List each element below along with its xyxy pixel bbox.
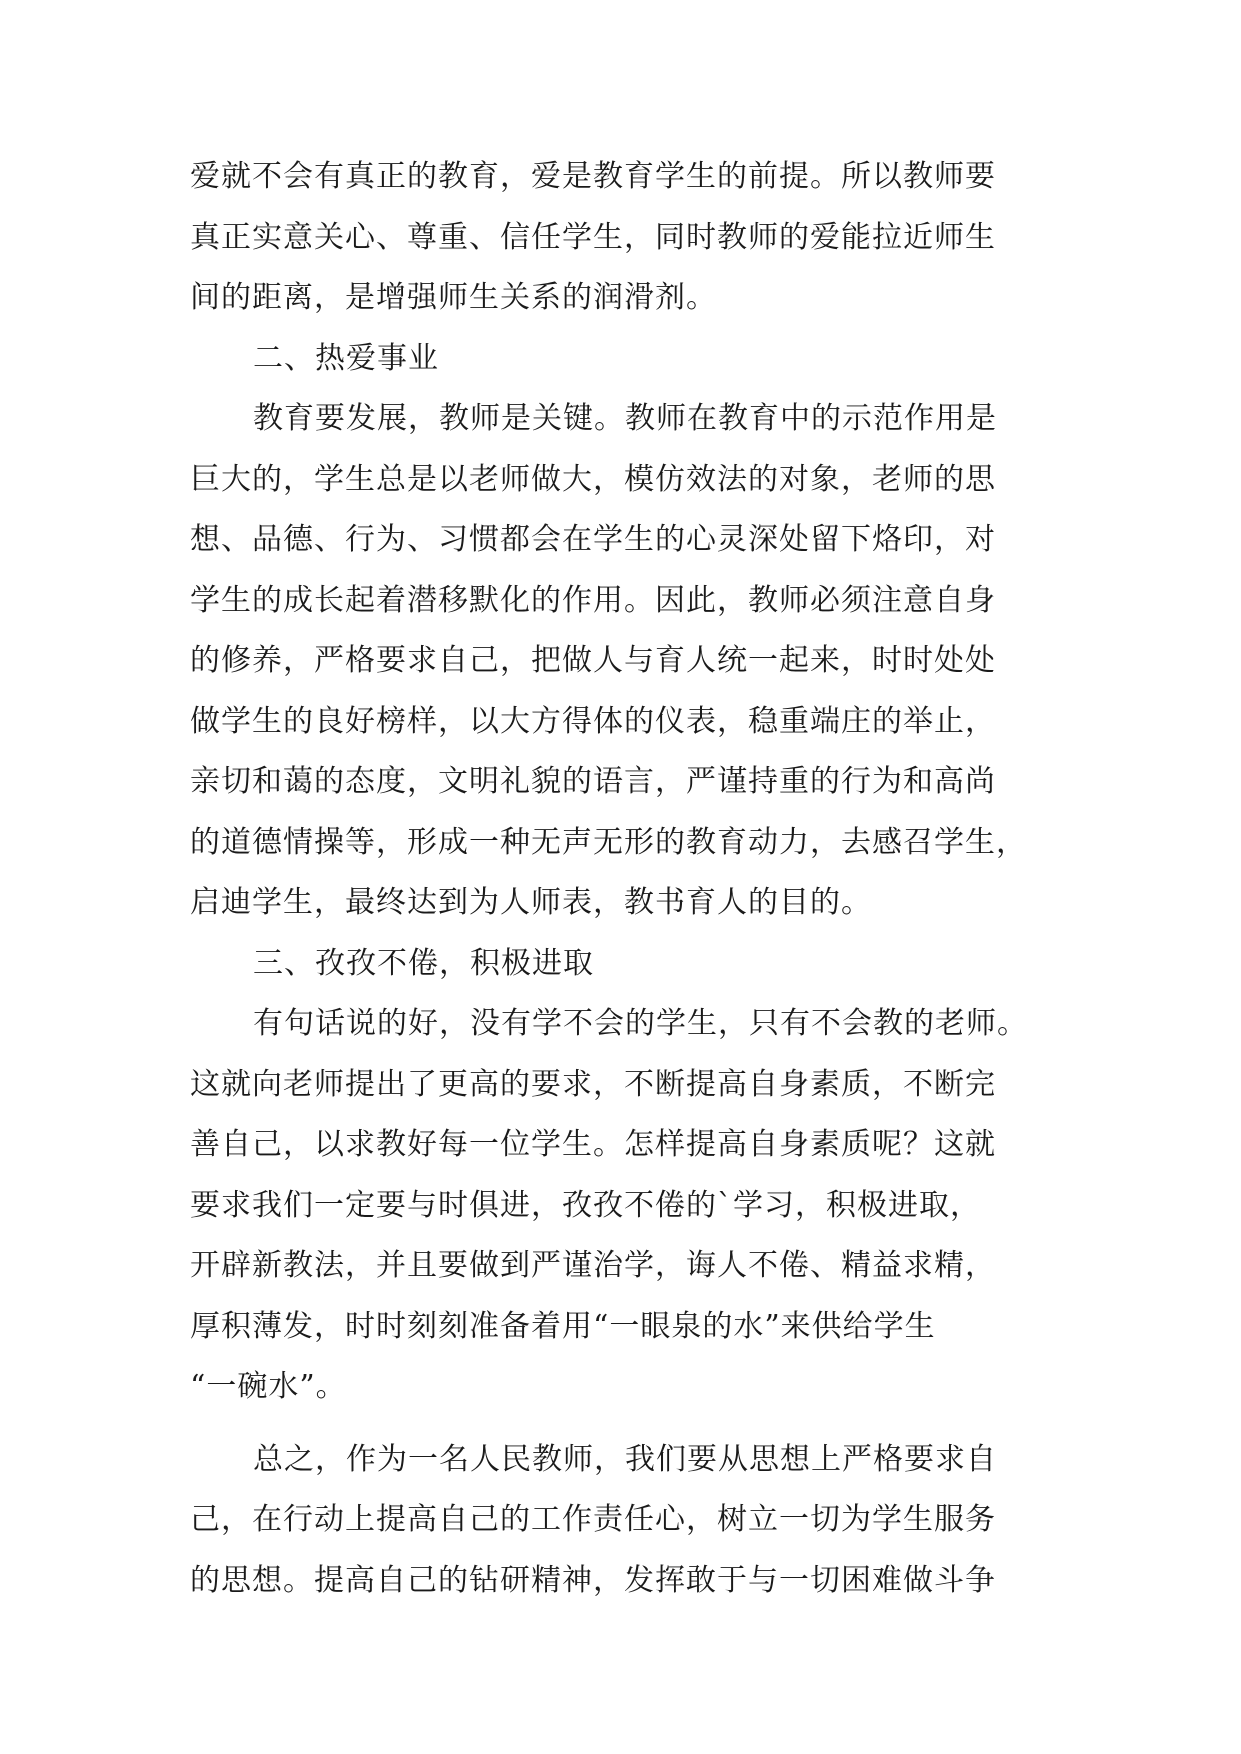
text-line: 开辟新教法，并且要做到严谨治学，诲人不倦、精益求精， (190, 1248, 996, 1283)
text-line: 这就向老师提出了更高的要求，不断提高自身素质，不断完 (190, 1066, 996, 1102)
paragraph-start: 有句话说的好，没有学不会的学生，只有不会教的老师。 (253, 1006, 1028, 1041)
text-line: 的修养，严格要求自己，把做人与育人统一起来，时时处处 (190, 643, 996, 678)
text-line: 真正实意关心、尊重、信任学生，同时教师的爱能拉近师生 (190, 219, 996, 255)
paragraph-gap (190, 1418, 1060, 1430)
text-line: 启迪学生，最终达到为人师表，教书育人的目的。 (190, 885, 872, 920)
document-body (190, 147, 1060, 1611)
text-line: 爱就不会有真正的教育，爱是教育学生的前提。所以教师要 (190, 159, 996, 194)
text-line: 己，在行动上提高自己的工作责任心，树立一切为学生服务 (190, 1502, 996, 1537)
paragraph-start: 教育要发展，教师是关键。教师在教育中的示范作用是 (253, 401, 997, 436)
paragraph-start: 总之，作为一名人民教师，我们要从思想上严格要求自 (253, 1441, 997, 1477)
text-line: 的思想。提高自己的钻研精神，发挥敢于与一切困难做斗争 (190, 1562, 996, 1598)
text-line: 做学生的良好榜样，以大方得体的仪表，稳重端庄的举止， (190, 703, 996, 739)
text-line: 想、品德、行为、习惯都会在学生的心灵深处留下烙印，对 (190, 522, 996, 557)
section-heading: 三、孜孜不倦，积极进取 (253, 945, 594, 981)
text-line: 厚积薄发，时时刻刻准备着用“一眼泉的水”来供给学生 (190, 1308, 936, 1344)
text-line: 间的距离，是增强师生关系的润滑剂。 (190, 280, 717, 315)
section-heading: 二、热爱事业 (253, 340, 439, 376)
text-line: 亲切和蔼的态度，文明礼貌的语言，严谨持重的行为和高尚 (190, 764, 996, 799)
text-line: 学生的成长起着潜移默化的作用。因此，教师必须注意自身 (190, 582, 996, 618)
text-line: 善自己，以求教好每一位学生。怎样提高自身素质呢？这就 (190, 1127, 996, 1162)
text-line: 要求我们一定要与时俱进，孜孜不倦的`学习，积极进取， (190, 1187, 981, 1223)
text-line: “一碗水”。 (190, 1369, 347, 1404)
text-line: 的道德情操等，形成一种无声无形的教育动力，去感召学生， (190, 824, 1027, 860)
text-line: 巨大的，学生总是以老师做大，模仿效法的对象，老师的思 (190, 461, 996, 497)
